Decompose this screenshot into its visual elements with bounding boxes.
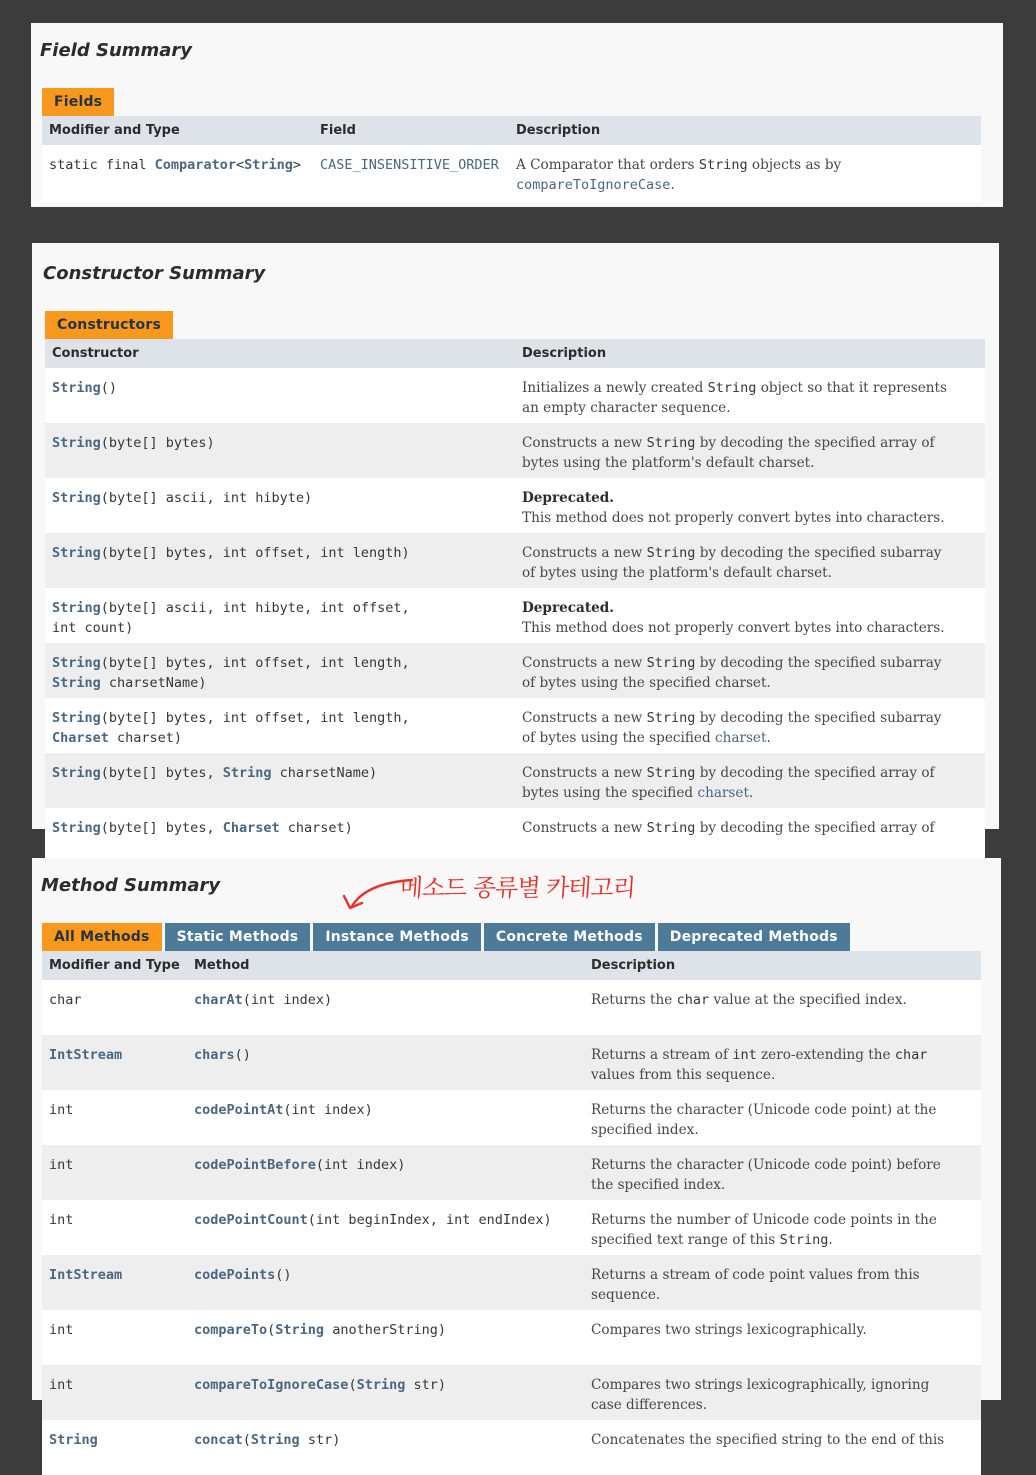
modifier-text: static final <box>49 157 155 173</box>
charset-link[interactable]: charset <box>697 785 749 801</box>
param-type-link[interactable]: String <box>222 765 272 781</box>
column-header-description: Description <box>591 958 676 973</box>
method-return-type <box>42 1320 187 1365</box>
return-type: char <box>49 992 82 1008</box>
constructor-signature <box>45 598 515 643</box>
method-signature <box>187 1210 584 1255</box>
constructor-link[interactable]: String <box>52 600 101 616</box>
constructor-signature <box>45 378 515 423</box>
method-summary-title: Method Summary <box>41 875 221 896</box>
desc-code: String <box>698 157 748 173</box>
desc-text: value at the specified index. <box>709 992 907 1008</box>
desc-text: by decoding the specified array of <box>695 820 935 836</box>
return-type: int <box>49 1322 74 1338</box>
constructor-summary-title: Constructor Summary <box>43 263 266 284</box>
constructor-link[interactable]: String <box>52 710 101 726</box>
deprecated-label: Deprecated. <box>522 600 615 616</box>
desc-text: This method does not properly convert bytes into characters. <box>522 620 945 636</box>
comparator-link[interactable]: Comparator <box>154 157 236 173</box>
constructor-params: int count) <box>52 620 134 636</box>
method-link[interactable]: compareTo <box>194 1322 268 1338</box>
method-link[interactable]: charAt <box>194 992 243 1008</box>
method-signature <box>187 1320 584 1365</box>
column-header-modifier: Modifier and Type <box>49 958 180 973</box>
constructor-description <box>515 488 985 533</box>
desc-text: Returns the character (Unicode code point) before <box>591 1157 941 1173</box>
method-return-type <box>42 990 187 1035</box>
desc-code: char <box>894 1047 928 1063</box>
constructor-signature <box>45 488 515 533</box>
method-return-type <box>42 1375 187 1420</box>
method-signature <box>187 990 584 1035</box>
return-type: int <box>49 1102 74 1118</box>
charset-link[interactable]: charset <box>714 730 767 746</box>
column-header-method: Method <box>194 958 250 973</box>
method-signature <box>187 1265 584 1310</box>
constructor-signature <box>45 708 515 753</box>
constructor-params: (byte[] ascii, int hibyte, int offset, <box>100 600 410 616</box>
desc-end: . <box>766 730 771 746</box>
desc-text: sequence. <box>591 1287 661 1303</box>
method-description <box>584 1045 981 1090</box>
return-type: int <box>49 1157 74 1173</box>
desc-code: String <box>646 820 696 836</box>
tab-all-methods[interactable]: All Methods <box>42 923 162 951</box>
desc-text: by decoding the specified array of <box>695 435 935 451</box>
constructor-signature <box>45 433 515 478</box>
desc-text: This method does not properly convert bytes into characters. <box>522 510 945 526</box>
constructor-signature <box>45 818 515 863</box>
desc-end: . <box>748 785 754 801</box>
method-params: () <box>234 1047 251 1063</box>
constructor-tabs <box>45 311 173 339</box>
annotation-text: 메소드 종류별 카테고리 <box>398 874 636 902</box>
constructor-link[interactable]: String <box>52 545 101 561</box>
method-signature <box>187 1100 584 1145</box>
method-rows <box>42 980 981 1475</box>
method-params: (int index) <box>315 1157 406 1173</box>
desc-text: zero-extending the <box>756 1047 895 1063</box>
generic-close: > <box>292 157 302 173</box>
tab-fields[interactable]: Fields <box>42 88 114 116</box>
table-row <box>45 753 985 808</box>
method-params: () <box>275 1267 292 1283</box>
desc-text: Constructs a new <box>522 765 647 781</box>
compare-to-ignore-case-link[interactable]: compareToIgnoreCase <box>516 177 671 193</box>
desc-text: Constructs a new <box>522 820 647 836</box>
param-type-link[interactable]: Charset <box>52 730 109 746</box>
method-signature <box>187 1375 584 1420</box>
method-description <box>584 1320 981 1365</box>
constructor-description <box>515 653 985 698</box>
method-params: str) <box>299 1432 341 1448</box>
desc-text: bytes using the platform's default charset. <box>522 455 815 471</box>
field-summary-title: Field Summary <box>40 40 193 61</box>
constructor-params: (byte[] bytes, int offset, int length) <box>100 545 410 561</box>
method-signature <box>187 1430 584 1475</box>
constructor-link[interactable]: String <box>52 490 101 506</box>
desc-code: char <box>676 992 710 1008</box>
table-row <box>45 698 985 753</box>
method-params: (int index) <box>242 992 333 1008</box>
desc-code: String <box>779 1232 829 1248</box>
constructor-params: charset) <box>279 820 353 836</box>
desc-text: Initializes a newly created <box>522 380 708 396</box>
desc-text: . <box>828 1232 833 1248</box>
constructor-description <box>515 763 985 808</box>
method-return-type <box>42 1430 187 1475</box>
constructor-params: charsetName) <box>271 765 378 781</box>
constructor-table <box>45 339 985 863</box>
desc-text: Constructs a new <box>522 710 647 726</box>
desc-code: String <box>646 710 696 726</box>
constructor-link[interactable]: String <box>52 820 101 836</box>
constructor-link[interactable]: String <box>52 380 101 396</box>
desc-text: Returns the <box>591 992 677 1008</box>
method-return-type <box>42 1265 187 1310</box>
desc-text: Constructs a new <box>522 435 647 451</box>
desc-text: Constructs a new <box>522 545 647 561</box>
return-type-link[interactable]: IntStream <box>49 1267 123 1283</box>
deprecated-label: Deprecated. <box>522 490 615 506</box>
desc-code: String <box>646 435 696 451</box>
field-table <box>42 116 981 202</box>
tab-concrete-methods[interactable]: Concrete Methods <box>484 923 655 951</box>
table-row <box>45 588 985 643</box>
desc-code: String <box>646 545 696 561</box>
method-return-type <box>42 1100 187 1145</box>
field-modifier <box>42 155 313 202</box>
constructor-params: (byte[] bytes, <box>100 765 223 781</box>
desc-code: int <box>732 1047 757 1063</box>
param-type-link[interactable]: String <box>250 1432 300 1448</box>
desc-text: by decoding the specified subarray <box>695 710 942 726</box>
desc-text: specified index. <box>591 1122 699 1138</box>
tab-static-methods[interactable]: Static Methods <box>165 923 311 951</box>
desc-code: String <box>646 765 696 781</box>
desc-text: Compares two strings lexicographically, ignoring <box>591 1377 930 1393</box>
param-type-link[interactable]: String <box>52 675 101 691</box>
desc-text: case differences. <box>591 1397 708 1413</box>
constructor-params: (byte[] bytes) <box>100 435 215 451</box>
desc-end: . <box>670 177 675 193</box>
table-row <box>45 533 985 588</box>
field-table-header <box>42 116 981 145</box>
method-description <box>584 1210 981 1255</box>
desc-text: by decoding the specified array of <box>695 765 935 781</box>
method-return-type <box>42 1045 187 1090</box>
desc-text: an empty character sequence. <box>522 400 731 416</box>
method-tabs <box>42 923 850 951</box>
table-row <box>42 145 981 202</box>
method-return-type <box>42 1210 187 1255</box>
method-params: anotherString) <box>324 1322 446 1338</box>
method-description <box>584 1100 981 1145</box>
method-return-type <box>42 1155 187 1200</box>
constructor-description <box>515 378 985 423</box>
desc-text: by decoding the specified subarray <box>695 545 942 561</box>
param-type-link[interactable]: String <box>356 1377 406 1393</box>
field-summary-panel <box>31 23 1003 207</box>
constructor-summary-panel <box>32 243 999 836</box>
constructor-description <box>515 818 985 863</box>
constructor-params: charset) <box>108 730 183 746</box>
desc-text: of bytes using the platform's default charset. <box>522 565 832 581</box>
constructor-table-header <box>45 339 985 368</box>
desc-text: object so that it represents <box>756 380 947 396</box>
table-row <box>42 980 981 1035</box>
return-type-link[interactable]: IntStream <box>49 1047 123 1063</box>
table-row <box>42 1090 981 1145</box>
desc-text: values from this sequence. <box>591 1067 776 1083</box>
constructor-signature <box>45 543 515 588</box>
column-header-description: Description <box>516 123 601 138</box>
desc-text: A Comparator that orders <box>516 157 699 173</box>
method-params: ( <box>242 1432 251 1448</box>
return-type-link[interactable]: String <box>49 1432 98 1448</box>
desc-text: Compares two strings lexicographically. <box>591 1322 867 1338</box>
tab-instance-methods[interactable]: Instance Methods <box>313 923 481 951</box>
table-row <box>42 1145 981 1200</box>
table-row <box>45 368 985 423</box>
table-row <box>42 1310 981 1365</box>
table-row <box>45 478 985 533</box>
method-table-header <box>42 951 981 980</box>
constructor-params: (byte[] bytes, <box>100 820 223 836</box>
table-row <box>45 423 985 478</box>
constructor-rows <box>45 368 985 863</box>
constructor-description <box>515 543 985 588</box>
constructor-link[interactable]: String <box>52 435 101 451</box>
table-row <box>42 1365 981 1420</box>
method-link[interactable]: compareToIgnoreCase <box>194 1377 349 1393</box>
table-row <box>45 808 985 863</box>
method-link[interactable]: codePointCount <box>194 1212 308 1228</box>
method-params: str) <box>405 1377 446 1393</box>
desc-text: objects as by <box>747 157 842 173</box>
param-type-link[interactable]: Charset <box>222 820 280 836</box>
desc-code: String <box>646 655 696 671</box>
method-description <box>584 990 981 1035</box>
desc-text: by decoding the specified subarray <box>695 655 942 671</box>
constructor-signature <box>45 653 515 698</box>
constructor-description <box>515 598 985 643</box>
desc-text: the specified index. <box>591 1177 726 1193</box>
table-row <box>42 1420 981 1475</box>
column-header-field: Field <box>320 123 356 138</box>
field-tabs <box>42 88 114 116</box>
table-row <box>42 1035 981 1090</box>
desc-text: of bytes using the specified <box>522 730 715 746</box>
method-signature <box>187 1155 584 1200</box>
desc-text: Returns a stream of <box>591 1047 733 1063</box>
constructor-params: (byte[] ascii, int hibyte) <box>100 490 313 506</box>
table-row <box>45 643 985 698</box>
method-link[interactable]: codePointBefore <box>194 1157 316 1173</box>
constructor-params: (byte[] bytes, int offset, int length, <box>100 710 410 726</box>
column-header-modifier: Modifier and Type <box>49 123 180 138</box>
method-link[interactable]: codePoints <box>194 1267 276 1283</box>
method-summary-panel <box>32 858 1001 1448</box>
column-header-constructor: Constructor <box>52 346 139 361</box>
desc-text: Returns the character (Unicode code point) at the <box>591 1102 937 1118</box>
constructor-link[interactable]: String <box>52 655 101 671</box>
param-type-link[interactable]: String <box>275 1322 325 1338</box>
desc-text: Returns the number of Unicode code points in the <box>591 1212 937 1228</box>
desc-text: Concatenates the specified string to the end of this <box>591 1432 945 1448</box>
method-link[interactable]: concat <box>194 1432 243 1448</box>
method-description <box>584 1155 981 1200</box>
method-params: ( <box>348 1377 357 1393</box>
desc-text: Returns a stream of code point values from this <box>591 1267 920 1283</box>
desc-text: of bytes using the specified charset. <box>522 675 771 691</box>
table-row <box>42 1200 981 1255</box>
column-header-description: Description <box>522 346 607 361</box>
tab-deprecated-methods[interactable]: Deprecated Methods <box>658 923 850 951</box>
field-name-cell <box>313 155 509 202</box>
method-link[interactable]: codePointAt <box>194 1102 284 1118</box>
desc-text: specified text range of this <box>591 1232 780 1248</box>
return-type: int <box>49 1212 74 1228</box>
method-description <box>584 1375 981 1420</box>
case-insensitive-order-link[interactable]: CASE_INSENSITIVE_ORDER <box>320 157 499 173</box>
desc-code: String <box>707 380 757 396</box>
constructor-description <box>515 433 985 478</box>
tab-constructors[interactable]: Constructors <box>45 311 173 339</box>
constructor-signature <box>45 763 515 808</box>
constructor-description <box>515 708 985 753</box>
constructor-params: charsetName) <box>100 675 207 691</box>
return-type: int <box>49 1377 74 1393</box>
method-params: (int index) <box>283 1102 373 1118</box>
method-signature <box>187 1045 584 1090</box>
constructor-link[interactable]: String <box>52 765 101 781</box>
method-table <box>42 951 981 1475</box>
constructor-params: (byte[] bytes, int offset, int length, <box>100 655 410 671</box>
string-type-link[interactable]: String <box>244 157 293 173</box>
method-params: ( <box>267 1322 276 1338</box>
constructor-params: () <box>100 380 118 396</box>
generic-open: < <box>235 157 245 173</box>
method-description <box>584 1430 981 1475</box>
field-description <box>509 155 981 202</box>
method-link[interactable]: chars <box>194 1047 235 1063</box>
table-row <box>42 1255 981 1310</box>
desc-text: Constructs a new <box>522 655 647 671</box>
method-description <box>584 1265 981 1310</box>
method-params: (int beginIndex, int endIndex) <box>307 1212 552 1228</box>
desc-text: bytes using the specified <box>522 785 698 801</box>
